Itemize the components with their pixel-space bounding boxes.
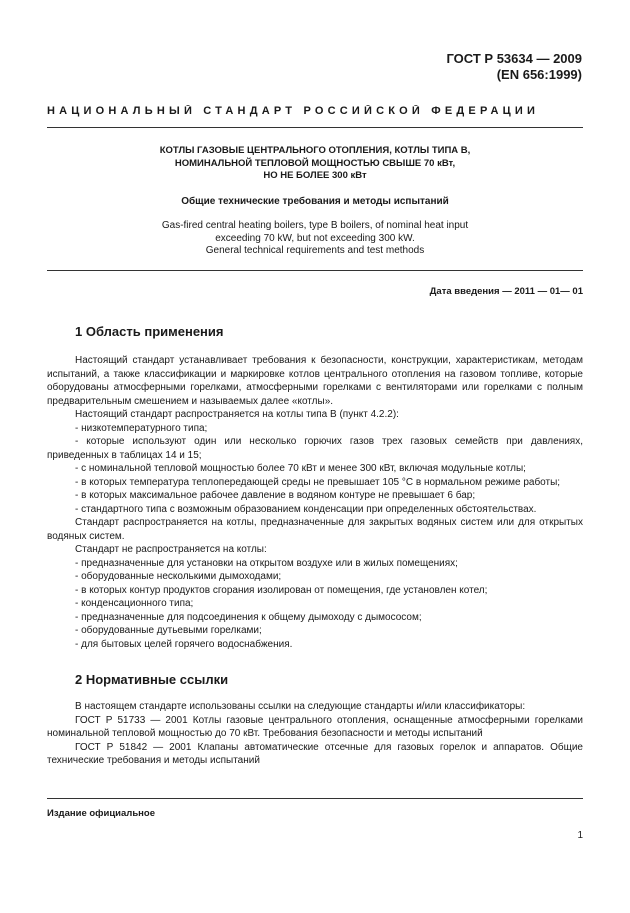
paragraph: Настоящий стандарт устанавливает требования к безопасности, конструкции, характеристикам, методам испытаний, а также классификации и маркировке котлов центрального отопления на газовом топливе, которые оборудованы атмосферными горелками, атмосферными горелками с вентиляторами или горелками с полным предварительным смешением и называемых далее «котлы». bbox=[47, 355, 583, 407]
page-number: 1 bbox=[577, 830, 583, 841]
list-item: - с номинальной тепловой мощностью более 70 кВт и менее 300 кВт, включая модульные котлы; bbox=[75, 463, 526, 474]
title-ru-line: НОМИНАЛЬНОЙ ТЕПЛОВОЙ МОЩНОСТЬЮ СВЫШЕ 70 кВт, bbox=[174, 157, 456, 169]
list-item: - стандартного типа с возможным образованием конденсации при определенных обстоятельствах. bbox=[75, 503, 537, 515]
paragraph: В настоящем стандарте использованы ссылки на следующие стандарты и/или классификаторы: bbox=[75, 701, 526, 712]
section-1-body bbox=[47, 354, 583, 651]
paragraph: Стандарт распространяется на котлы, предназначенные для закрытых водяных систем или для открытых водяных систем. bbox=[47, 517, 583, 542]
section-2-body bbox=[47, 700, 583, 768]
list-item: - в которых температура теплопередающей среды не превышает 105 °С в нормальном режиме работы; bbox=[75, 476, 561, 488]
title-en-line: Gas-fired central heating boilers, type B boilers, of nominal heat input bbox=[161, 220, 469, 231]
title-ru-line: КОТЛЫ ГАЗОВЫЕ ЦЕНТРАЛЬНОГО ОТОПЛЕНИЯ, КОТЛЫ ТИПА В, bbox=[159, 145, 471, 156]
section-1-title: 1 Область применения bbox=[75, 324, 224, 339]
list-item: - в которых контур продуктов сгорания изолирован от помещения, где установлен котел; bbox=[75, 584, 488, 596]
divider-top bbox=[47, 127, 583, 128]
title-en-line: exceeding 70 kW, but not exceeding 300 kW. bbox=[215, 232, 415, 244]
title-en bbox=[47, 220, 583, 258]
official-edition: Издание официальное bbox=[47, 808, 155, 819]
list-item: - оборудованные несколькими дымоходами; bbox=[75, 571, 282, 582]
list-item: - для бытовых целей горячего водоснабжения. bbox=[75, 638, 293, 650]
title-ru bbox=[47, 145, 583, 183]
en-reference: (EN 656:1999) bbox=[496, 67, 582, 82]
standard-number: ГОСТ Р 53634 — 2009 bbox=[446, 51, 582, 66]
list-item: - которые используют один или несколько горючих газов трех газовых семейств при давлениях, приведенных в таблицах 14 и 15; bbox=[47, 436, 583, 461]
paragraph: Настоящий стандарт распространяется на котлы типа В (пункт 4.2.2): bbox=[75, 409, 399, 420]
list-item: - предназначенные для установки на открытом воздухе или в жилых помещениях; bbox=[75, 557, 458, 569]
reference-item: ГОСТ Р 51842 — 2001 Клапаны автоматические отсечные для газовых горелок и аппаратов. Общие технические требования и методы испытаний bbox=[47, 741, 583, 766]
list-item: - в которых максимальное рабочее давление в водяном контуре не превышает 6 бар; bbox=[75, 490, 476, 501]
list-item: - оборудованные дутьевыми горелками; bbox=[75, 625, 262, 636]
list-item: - низкотемпературного типа; bbox=[75, 422, 208, 434]
divider-middle bbox=[47, 270, 583, 271]
national-standard-line: НАЦИОНАЛЬНЫЙ СТАНДАРТ РОССИЙСКОЙ ФЕДЕРАЦИИ bbox=[47, 105, 540, 117]
title-en-line: General technical requirements and test methods bbox=[205, 245, 425, 256]
list-item: - предназначенные для подсоединения к общему дымоходу с дымососом; bbox=[75, 611, 422, 623]
subtitle-ru: Общие технические требования и методы испытаний bbox=[181, 196, 449, 207]
introduction-date: Дата введения — 2011 — 01— 01 bbox=[429, 286, 583, 297]
section-2-title: 2 Нормативные ссылки bbox=[75, 672, 229, 687]
reference-item: ГОСТ Р 51733 — 2001 Котлы газовые центрального отопления, оснащенные атмосферными горелками номинальной тепловой мощностью до 70 кВт. Требования безопасности и методы испытаний bbox=[47, 714, 583, 739]
divider-bottom bbox=[47, 798, 583, 799]
list-item: - конденсационного типа; bbox=[75, 598, 194, 609]
paragraph: Стандарт не распространяется на котлы: bbox=[75, 544, 267, 555]
title-ru-line: НО НЕ БОЛЕЕ 300 кВт bbox=[263, 170, 367, 181]
